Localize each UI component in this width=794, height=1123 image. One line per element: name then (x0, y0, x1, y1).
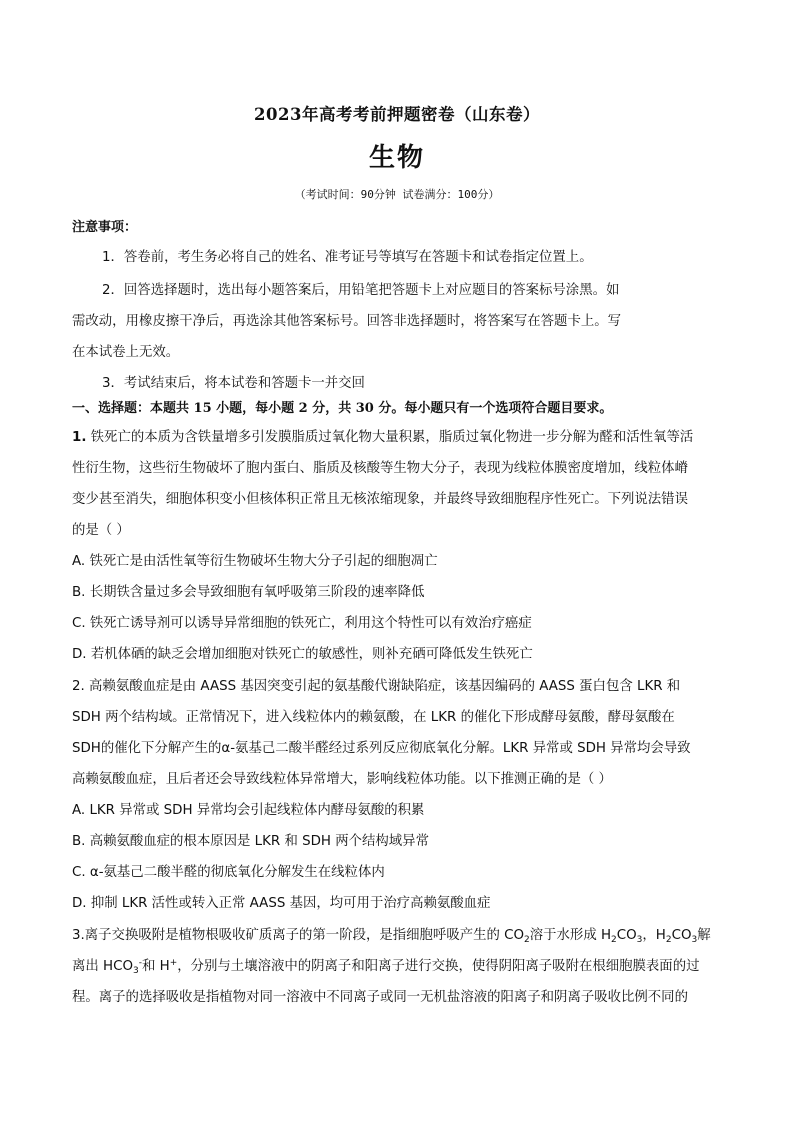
notice-item-2-line-1: 2．回答选择题时，选出每小题答案后，用铅笔把答题卡上对应题目的答案标号涂黑。如 (102, 283, 620, 298)
question-2-line-3: SDH的催化下分解产生的α-氨基己二酸半醛经过系列反应彻底氧化分解。LKR 异常或 SDH 异常均会导致 (72, 741, 691, 756)
notice-item-2-line-3: 在本试卷上无效。 (72, 345, 180, 360)
question-3-line-3: 程。离子的选择吸收是指植物对同一溶液中不同离子或同一无机盐溶液的阳离子和阴离子吸收比例不同的 (72, 990, 688, 1005)
question-3-line-2: 离出 $HCO_3^-$和 H+，分别与土壤溶液中的阴离子和阳离子进行交换，使得阴阳离子吸附在根细胞膜表面的过 (72, 958, 700, 976)
question-2-option-a: A. LKR 异常或 SDH 异常均会引起线粒体内酵母氨酸的积累 (72, 803, 425, 818)
question-1-line-1: 1. 铁死亡的本质为含铁量增多引发膜脂质过氧化物大量积累，脂质过氧化物进一步分解为醛和活性氧等活 (72, 430, 694, 445)
question-2-option-b: B. 高赖氨酸血症的根本原因是 LKR 和 SDH 两个结构域异常 (72, 834, 429, 849)
question-1-option-a: A. 铁死亡是由活性氧等衍生物破坏生物大分子引起的细胞凋亡 (72, 554, 438, 569)
question-1-option-b: B. 长期铁含量过多会导致细胞有氧呼吸第三阶段的速率降低 (72, 585, 425, 600)
exam-title: 2023年高考考前押题密卷（山东卷） (254, 105, 540, 124)
question-2-option-c: C. α-氨基己二酸半醛的彻底氧化分解发生在线粒体内 (72, 865, 385, 880)
section-1-heading: 一、选择题：本题共 15 小题，每小题 2 分，共 30 分。每小题只有一个选项符合题目要求。 (72, 401, 613, 416)
question-1-line-4: 的是（ ） (72, 523, 130, 538)
question-1-line-3: 变少甚至消失，细胞体积变小但核体积正常且无核浓缩现象，并最终导致细胞程序性死亡。下列说法错误 (72, 492, 688, 507)
question-2-line-4: 高赖氨酸血症，且后者还会导致线粒体异常增大，影响线粒体功能。以下推测正确的是（ ） (72, 772, 612, 787)
exam-info: （考试时间：90分钟 试卷满分：100分） (294, 188, 500, 201)
question-1-option-c: C. 铁死亡诱导剂可以诱导异常细胞的铁死亡，利用这个特性可以有效治疗癌症 (72, 616, 532, 631)
question-1-number: 1. (72, 430, 87, 445)
notice-item-1: 1．答卷前，考生务必将自己的姓名、准考证号等填写在答题卡和试卷指定位置上。 (102, 250, 593, 265)
question-2-line-1: 2. 高赖氨酸血症是由 AASS 基因突变引起的氨基酸代谢缺陷症，该基因编码的 AASS 蛋白包含 LKR 和 (72, 679, 681, 694)
subject-title: 生物 (368, 143, 425, 173)
notice-item-2-line-2: 需改动，用橡皮擦干净后，再选涂其他答案标号。回答非选择题时，将答案写在答题卡上。写 (72, 314, 622, 329)
question-1-line-2: 性衍生物，这些衍生物破坏了胞内蛋白、脂质及核酸等生物大分子，表现为线粒体膜密度增加，线粒体嵴 (72, 461, 688, 476)
question-1-option-d: D. 若机体硒的缺乏会增加细胞对铁死亡的敏感性，则补充硒可降低发生铁死亡 (72, 647, 533, 662)
notice-heading: 注意事项： (72, 220, 138, 235)
question-2-line-2: SDH 两个结构域。正常情况下，进入线粒体内的赖氨酸，在 LKR 的催化下形成酵母氨酸，酵母氨酸在 (72, 710, 675, 725)
notice-item-3: 3．考试结束后，将本试卷和答题卡一并交回 (102, 376, 365, 391)
question-3-line-1: 3.离子交换吸附是植物根吸收矿质离子的第一阶段，是指细胞呼吸产生的 $CO_2$溶于水形成 $H_2CO_3$，$H_2CO_3$解 (72, 928, 711, 945)
question-2-option-d: D. 抑制 LKR 活性或转入正常 AASS 基因，均可用于治疗高赖氨酸血症 (72, 896, 491, 911)
